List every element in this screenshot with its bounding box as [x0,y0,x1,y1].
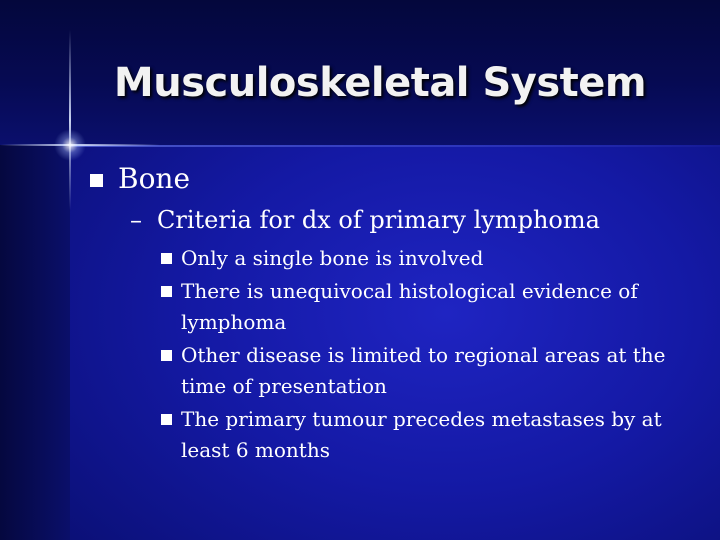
bullet-level1-text: Bone [118,162,191,195]
dash-bullet-icon: – [130,206,142,234]
star-flare-vertical-icon [69,30,71,210]
sub-bullet-item [160,243,700,274]
star-flare-icon [54,129,86,161]
square-bullet-icon [161,253,172,264]
sub-bullet-text: Only a single bone is involved [181,246,484,270]
sub-bullet-item [160,404,700,466]
left-band [0,145,70,540]
band-edge-line [70,145,720,147]
sub-bullet-text: Other disease is limited to regional areas at the time of presentation [181,343,666,398]
sub-bullet-item [160,340,700,402]
square-bullet-icon [161,350,172,361]
slide-title: Musculoskeletal System [113,60,647,106]
sub-bullet-item [160,276,700,338]
sub-bullet-text: There is unequivocal histological evidence of lymphoma [181,279,638,334]
sub-bullet-text: The primary tumour precedes metastases by at least 6 months [181,407,662,462]
square-bullet-icon [90,174,103,187]
bullet-level2-text: Criteria for dx of primary lymphoma [157,206,600,234]
square-bullet-icon [161,414,172,425]
square-bullet-icon [161,286,172,297]
